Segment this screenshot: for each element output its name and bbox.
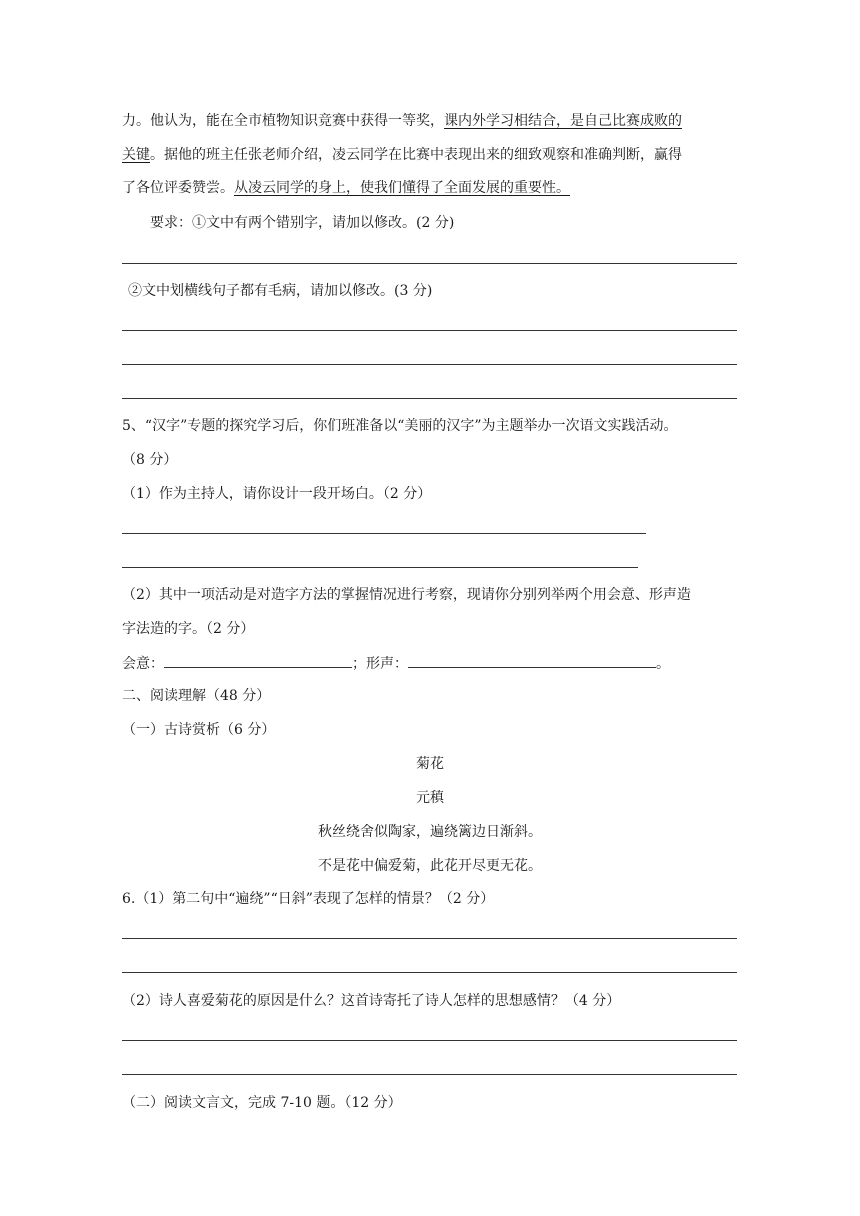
requirement-1: 要求：①文中有两个错别字，请加以修改。(2 分) (150, 215, 455, 231)
question-5-part-2: （2）其中一项活动是对造字方法的掌握情况进行考察，现请你分别列举两个用会意、形声造 (122, 587, 691, 603)
question-5-score: （8 分） (122, 452, 178, 468)
question-5-stem: 5、“汉字”专题的探究学习后，你们班准备以“美丽的汉字”为主题举办一次语文实践活动。 (122, 418, 678, 434)
answer-line[interactable] (122, 1074, 737, 1075)
answer-line[interactable] (122, 938, 737, 939)
answer-line[interactable] (122, 533, 646, 534)
answer-line[interactable] (122, 1040, 737, 1041)
answer-line[interactable] (122, 398, 737, 399)
fill-in-row (122, 653, 670, 674)
answer-line[interactable] (122, 330, 737, 331)
poem-title: 菊花 (416, 756, 444, 772)
passage-text: 。据他的班主任张老师介绍，凌云同学在比赛中表现出来的细致观察和准确判断，赢得 (150, 147, 682, 163)
passage-line-1 (122, 111, 682, 131)
passage-line-3 (122, 178, 570, 198)
passage-line-2 (122, 145, 682, 165)
question-6-part-2: （2）诗人喜爱菊花的原因是什么？这首诗寄托了诗人怎样的思想感情？（4 分） (122, 993, 621, 1009)
answer-line[interactable] (122, 364, 737, 365)
poem-line: 秋丝绕舍似陶家，遍绕篱边日渐斜。 (318, 824, 542, 840)
underlined-sentence: 从凌云同学的身上，使我们懂得了全面发展的重要性。 (234, 180, 570, 196)
answer-line[interactable] (122, 263, 737, 264)
underlined-sentence: 关键 (122, 147, 150, 163)
subsection-heading: （一）古诗赏析（6 分） (122, 722, 276, 738)
answer-line[interactable] (122, 972, 737, 973)
end-punct: 。 (656, 656, 670, 672)
huiyi-label: 会意： (122, 656, 164, 672)
xingsheng-blank[interactable] (408, 653, 656, 668)
underlined-sentence: 课内外学习相结合，是自己比赛成败的 (444, 113, 682, 129)
passage-text: 了各位评委赞尝。 (122, 180, 234, 196)
question-6-part-1: 6.（1）第二句中“遍绕”“日斜”表现了怎样的情景？（2 分） (122, 891, 495, 907)
poem-author: 元稹 (416, 790, 444, 806)
subsection-heading: （二）阅读文言文，完成 7-10 题。（12 分） (122, 1095, 402, 1111)
section-heading: 二、阅读理解（48 分） (122, 688, 271, 704)
question-5-part-2-cont: 字法造的字。（2 分） (122, 621, 255, 637)
answer-line[interactable] (122, 567, 638, 568)
poem-line: 不是花中偏爱菊，此花开尽更无花。 (318, 858, 542, 874)
xingsheng-label: ；形声： (352, 656, 408, 672)
huiyi-blank[interactable] (164, 653, 352, 668)
question-5-part-1: （1）作为主持人，请你设计一段开场白。（2 分） (122, 486, 432, 502)
passage-text: 力。他认为，能在全市植物知识竞赛中获得一等奖， (122, 113, 444, 129)
requirement-2: ②文中划横线句子都有毛病，请加以修改。(3 分) (128, 283, 433, 299)
